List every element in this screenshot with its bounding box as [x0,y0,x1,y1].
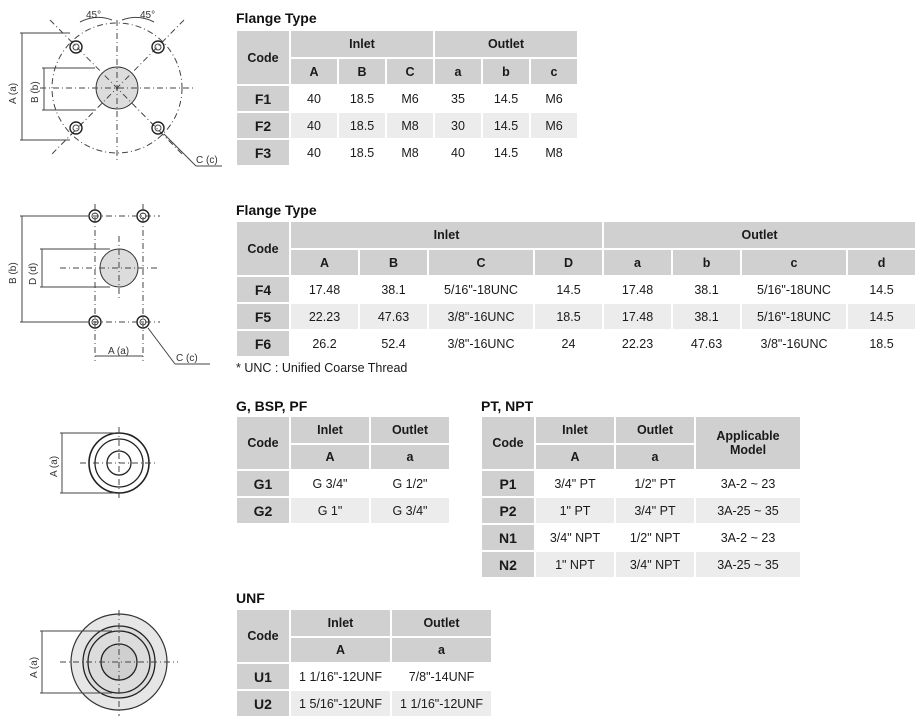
outlet-header: Outlet [603,221,916,249]
cell: 22.23 [603,330,672,357]
table-row [236,303,916,330]
cell: 47.63 [672,330,741,357]
inlet-header: Inlet [535,416,615,444]
table-row [236,85,578,112]
cell: M8 [386,112,434,139]
cell: 38.1 [672,276,741,303]
cell: M6 [386,85,434,112]
cell: 5/16"-18UNC [741,303,847,330]
table-row [236,663,492,690]
outlet-header: Outlet [370,416,450,444]
cell: 1 1/16"-12UNF [290,663,391,690]
dim-b-label: B (b) [8,262,19,284]
sub-header: a [370,444,450,470]
cell: 1 5/16"-12UNF [290,690,391,717]
row-code: U1 [236,663,290,690]
outlet-header: Outlet [434,30,578,58]
g-bsp-pf-title: G, BSP, PF [236,398,308,414]
cell: 24 [534,330,603,357]
table-row [236,276,916,303]
cell: 1" PT [535,497,615,524]
row-code: F4 [236,276,290,303]
cell: M8 [386,139,434,166]
table-row [236,690,492,717]
sub-header: B [359,249,428,276]
cell: 40 [290,85,338,112]
cell: 1" NPT [535,551,615,578]
applicable-model-header [695,416,801,470]
cell: G 1/2" [370,470,450,497]
sub-header: C [386,58,434,85]
sub-header: a [434,58,482,85]
row-code: G2 [236,497,290,524]
sub-header: c [530,58,578,85]
cell: 3/4" NPT [615,551,695,578]
flange-type-title-1: Flange Type [236,10,317,26]
cell: G 1" [290,497,370,524]
sub-header: b [482,58,530,85]
cell: 17.48 [603,276,672,303]
sub-header: C [428,249,534,276]
table-row [481,551,801,578]
table-row [236,112,578,139]
flange-type-title-2: Flange Type [236,202,317,218]
g-bsp-pf-table [235,415,451,525]
pt-npt-table [480,415,802,579]
angle-left-label: 45° [86,10,102,21]
cell: M6 [530,112,578,139]
row-code: N1 [481,524,535,551]
cell: M8 [530,139,578,166]
cell: 1 1/16"-12UNF [391,690,492,717]
code-header: Code [236,30,290,85]
row-code: P1 [481,470,535,497]
cell: 30 [434,112,482,139]
cell: 38.1 [672,303,741,330]
table-row [236,470,450,497]
cell: 3A-2 ~ 23 [695,524,801,551]
outlet-header: Outlet [391,609,492,637]
code-header: Code [236,221,290,276]
cell: 40 [434,139,482,166]
row-code: P2 [481,497,535,524]
unf-port-drawing [0,600,230,726]
cell: 14.5 [847,276,916,303]
cell: G 3/4" [290,470,370,497]
dim-a-label: A (a) [49,455,60,477]
cell: 17.48 [603,303,672,330]
cell: 18.5 [534,303,603,330]
cell: 17.48 [290,276,359,303]
row-code: F3 [236,139,290,166]
cell: 1/2" PT [615,470,695,497]
sub-header: A [290,637,391,663]
cell: 26.2 [290,330,359,357]
inlet-header: Inlet [290,30,434,58]
sub-header: b [672,249,741,276]
sub-header: D [534,249,603,276]
unc-footnote: * UNC : Unified Coarse Thread [236,361,408,375]
model-label: Model [729,443,767,457]
cell: 14.5 [482,112,530,139]
cell: 14.5 [482,139,530,166]
cell: 52.4 [359,330,428,357]
cell: 3A-2 ~ 23 [695,470,801,497]
unf-table [235,608,493,718]
dim-a-label: A (a) [108,346,130,357]
cell: 3A-25 ~ 35 [695,551,801,578]
inlet-header: Inlet [290,609,391,637]
cell: 47.63 [359,303,428,330]
sub-header: a [391,637,492,663]
cell: G 3/4" [370,497,450,524]
row-code: U2 [236,690,290,717]
table-row [236,330,916,357]
inlet-header: Inlet [290,416,370,444]
dim-a-label: A (a) [29,656,40,678]
pt-npt-title: PT, NPT [481,398,534,414]
cell: 5/16"-18UNC [741,276,847,303]
sub-header: A [290,58,338,85]
angle-right-label: 45° [140,10,156,21]
sub-header: A [290,249,359,276]
cell: 14.5 [482,85,530,112]
cell: 3/4" PT [615,497,695,524]
dim-c-label: C (c) [196,155,218,166]
g-bsp-port-drawing [0,415,230,525]
sub-header: a [615,444,695,470]
flange-f1-f3-table [235,29,579,167]
row-code: F5 [236,303,290,330]
cell: 1/2" NPT [615,524,695,551]
code-header: Code [236,609,290,663]
table-row [236,497,450,524]
cell: 18.5 [847,330,916,357]
inlet-header: Inlet [290,221,603,249]
dim-c-label: C (c) [176,353,198,364]
row-code: G1 [236,470,290,497]
dim-b-label: B (b) [30,81,41,103]
cell: 3/8"-16UNC [428,330,534,357]
row-code: F6 [236,330,290,357]
cell: 5/16"-18UNC [428,276,534,303]
row-code: F2 [236,112,290,139]
row-code: N2 [481,551,535,578]
sub-header: B [338,58,386,85]
flange-f1-f3-drawing [0,0,230,180]
cell: 40 [290,112,338,139]
table-row [236,139,578,166]
table-row [481,470,801,497]
table-row [481,497,801,524]
flange-f4-f6-drawing [0,196,230,376]
cell: 3/8"-16UNC [428,303,534,330]
dim-d-label: D (d) [28,262,39,285]
row-code: F1 [236,85,290,112]
unf-title: UNF [236,590,265,606]
sub-header: a [603,249,672,276]
table-row [481,524,801,551]
cell: 40 [290,139,338,166]
cell: 18.5 [338,85,386,112]
cell: 3/4" NPT [535,524,615,551]
cell: 18.5 [338,139,386,166]
sub-header: c [741,249,847,276]
sub-header: A [290,444,370,470]
applicable-label: Applicable [716,429,780,443]
cell: 38.1 [359,276,428,303]
cell: 14.5 [847,303,916,330]
sub-header: A [535,444,615,470]
code-header: Code [481,416,535,470]
outlet-header: Outlet [615,416,695,444]
cell: 18.5 [338,112,386,139]
cell: 35 [434,85,482,112]
code-header: Code [236,416,290,470]
cell: 7/8"-14UNF [391,663,492,690]
cell: M6 [530,85,578,112]
flange-f4-f6-table [235,220,917,358]
dim-a-label: A (a) [8,82,19,104]
sub-header: d [847,249,916,276]
cell: 22.23 [290,303,359,330]
cell: 3/8"-16UNC [741,330,847,357]
cell: 14.5 [534,276,603,303]
cell: 3/4" PT [535,470,615,497]
cell: 3A-25 ~ 35 [695,497,801,524]
